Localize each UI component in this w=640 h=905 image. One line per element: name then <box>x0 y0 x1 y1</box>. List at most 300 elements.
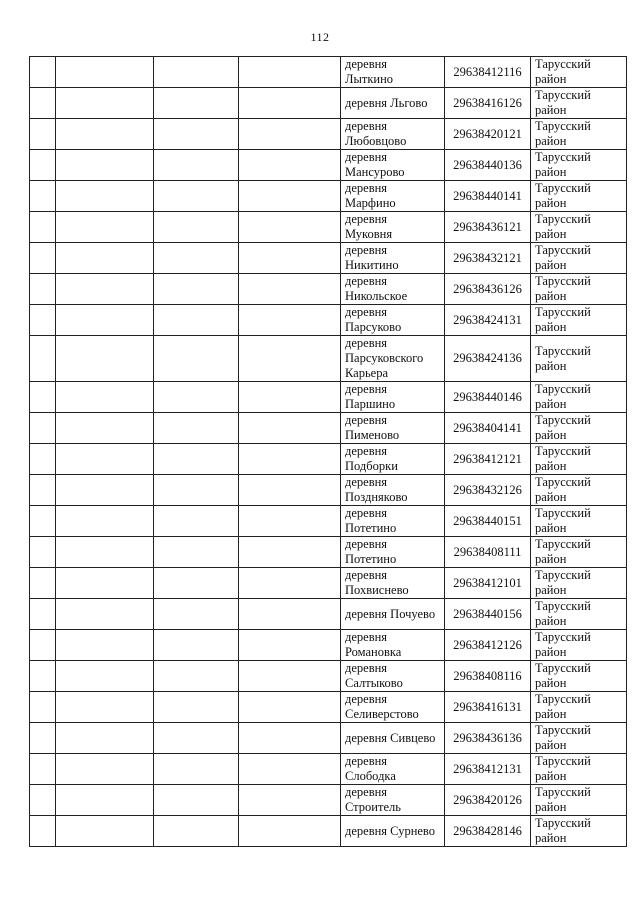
empty-cell <box>154 119 239 150</box>
empty-cell <box>239 382 341 413</box>
district-cell <box>531 150 627 181</box>
empty-cell <box>154 305 239 336</box>
table-row <box>30 150 627 181</box>
district-cell <box>531 506 627 537</box>
empty-cell <box>239 816 341 847</box>
empty-cell <box>56 723 154 754</box>
district-suffix: район <box>535 358 567 373</box>
oktmo-code: 29638440146 <box>445 382 531 413</box>
empty-cell <box>56 336 154 382</box>
district-suffix: район <box>535 800 567 814</box>
empty-cell <box>239 661 341 692</box>
table-row <box>30 212 627 243</box>
table-row <box>30 57 627 88</box>
empty-cell <box>239 119 341 150</box>
district-name: Тарусский <box>535 506 591 520</box>
settlement-name: Пименово <box>345 428 400 442</box>
empty-cell <box>154 57 239 88</box>
empty-cell <box>30 274 56 305</box>
table-body <box>30 57 627 847</box>
district-suffix: район <box>535 738 567 752</box>
empty-cell <box>56 181 154 212</box>
settlement-cell <box>341 506 445 537</box>
empty-cell <box>56 599 154 630</box>
district-cell <box>531 816 627 847</box>
district-suffix: район <box>535 289 567 303</box>
table-row <box>30 382 627 413</box>
settlement-cell <box>341 243 445 274</box>
district-suffix: район <box>535 831 567 845</box>
district-cell <box>531 630 627 661</box>
empty-cell <box>30 816 56 847</box>
empty-cell <box>30 413 56 444</box>
empty-cell <box>56 785 154 816</box>
oktmo-code: 29638440151 <box>445 506 531 537</box>
empty-cell <box>56 537 154 568</box>
oktmo-code: 29638436136 <box>445 723 531 754</box>
empty-cell <box>154 150 239 181</box>
empty-cell <box>239 785 341 816</box>
district-name: Тарусский <box>535 243 591 257</box>
district-name: Тарусский <box>535 816 591 830</box>
district-name: Тарусский <box>535 274 591 288</box>
district-suffix: район <box>535 196 567 210</box>
settlement-cell <box>341 785 445 816</box>
district-name: Тарусский <box>535 88 591 102</box>
oktmo-code: 29638412101 <box>445 568 531 599</box>
settlement-name: Никольское <box>345 289 408 303</box>
settlement-name: Никитино <box>345 258 399 272</box>
district-name: Тарусский <box>535 150 591 164</box>
empty-cell <box>239 181 341 212</box>
table-row <box>30 119 627 150</box>
oktmo-code: 29638416131 <box>445 692 531 723</box>
district-suffix: район <box>535 614 567 628</box>
district-cell <box>531 413 627 444</box>
empty-cell <box>239 212 341 243</box>
settlement-type: деревня <box>345 785 388 799</box>
district-name: Тарусский <box>535 754 591 768</box>
district-name: Тарусский <box>535 413 591 427</box>
empty-cell <box>154 243 239 274</box>
district-name: Тарусский <box>535 723 591 737</box>
empty-cell <box>239 305 341 336</box>
settlement-name: Любовцово <box>345 134 407 148</box>
table-row <box>30 661 627 692</box>
settlement-type: деревня <box>345 150 388 164</box>
district-cell <box>531 382 627 413</box>
page-number: 112 <box>310 30 330 44</box>
settlement-name: Марфино <box>345 196 396 210</box>
settlement-name: Парсуково <box>345 320 402 334</box>
table-row <box>30 506 627 537</box>
empty-cell <box>56 413 154 444</box>
empty-cell <box>154 692 239 723</box>
empty-cell <box>56 661 154 692</box>
settlement-cell <box>341 57 445 88</box>
empty-cell <box>56 692 154 723</box>
empty-cell <box>239 723 341 754</box>
empty-cell <box>239 336 341 382</box>
empty-cell <box>30 150 56 181</box>
table-row <box>30 692 627 723</box>
table-row <box>30 274 627 305</box>
district-name: Тарусский <box>535 343 591 358</box>
district-name: Тарусский <box>535 305 591 319</box>
table-row <box>30 444 627 475</box>
empty-cell <box>56 754 154 785</box>
district-suffix: район <box>535 459 567 473</box>
settlement-type: деревня <box>345 212 388 226</box>
empty-cell <box>56 150 154 181</box>
empty-cell <box>154 816 239 847</box>
empty-cell <box>30 537 56 568</box>
settlement-cell <box>341 816 445 847</box>
district-cell <box>531 336 627 382</box>
empty-cell <box>30 181 56 212</box>
district-cell <box>531 243 627 274</box>
district-name: Тарусский <box>535 568 591 582</box>
empty-cell <box>30 754 56 785</box>
empty-cell <box>30 785 56 816</box>
district-name: Тарусский <box>535 181 591 195</box>
table-row <box>30 336 627 382</box>
table-row <box>30 181 627 212</box>
settlement-cell <box>341 88 445 119</box>
oktmo-code: 29638412121 <box>445 444 531 475</box>
district-suffix: район <box>535 134 567 148</box>
oktmo-code: 29638420126 <box>445 785 531 816</box>
empty-cell <box>30 57 56 88</box>
district-name: Тарусский <box>535 119 591 133</box>
settlement-cell <box>341 413 445 444</box>
empty-cell <box>239 57 341 88</box>
settlement-cell <box>341 444 445 475</box>
table-row <box>30 88 627 119</box>
district-name: Тарусский <box>535 444 591 458</box>
table-row <box>30 630 627 661</box>
settlement-type: деревня <box>345 754 388 768</box>
district-cell <box>531 785 627 816</box>
settlement-cell <box>341 723 445 754</box>
settlement-name: Строитель <box>345 800 401 814</box>
empty-cell <box>239 243 341 274</box>
empty-cell <box>239 599 341 630</box>
district-suffix: район <box>535 769 567 783</box>
settlement-type: деревня Сивцево <box>345 730 436 745</box>
settlement-type: деревня <box>345 413 388 427</box>
settlement-name: Салтыково <box>345 676 403 690</box>
settlement-type: деревня <box>345 475 388 489</box>
settlement-name: Мансурово <box>345 165 405 179</box>
empty-cell <box>239 475 341 506</box>
empty-cell <box>56 506 154 537</box>
oktmo-code: 29638424136 <box>445 336 531 382</box>
oktmo-code: 29638436121 <box>445 212 531 243</box>
empty-cell <box>30 212 56 243</box>
settlement-name-continued: Карьера <box>345 366 389 380</box>
settlement-type: деревня <box>345 506 388 520</box>
oktmo-code: 29638440136 <box>445 150 531 181</box>
oktmo-code: 29638424131 <box>445 305 531 336</box>
empty-cell <box>56 119 154 150</box>
settlement-type: деревня <box>345 444 388 458</box>
empty-cell <box>154 506 239 537</box>
district-name: Тарусский <box>535 57 591 71</box>
empty-cell <box>239 506 341 537</box>
settlement-cell <box>341 382 445 413</box>
settlement-cell <box>341 336 445 382</box>
settlement-name: Селиверстово <box>345 707 419 721</box>
empty-cell <box>56 274 154 305</box>
settlement-type: деревня <box>345 274 388 288</box>
settlement-type: деревня <box>345 661 388 675</box>
district-cell <box>531 274 627 305</box>
district-name: Тарусский <box>535 599 591 613</box>
table-row <box>30 599 627 630</box>
empty-cell <box>56 568 154 599</box>
district-cell <box>531 537 627 568</box>
district-suffix: район <box>535 583 567 597</box>
empty-cell <box>239 692 341 723</box>
settlement-cell <box>341 568 445 599</box>
settlement-cell <box>341 212 445 243</box>
district-cell <box>531 57 627 88</box>
district-suffix: район <box>535 227 567 241</box>
oktmo-code: 29638412131 <box>445 754 531 785</box>
empty-cell <box>154 537 239 568</box>
settlement-name: Подборки <box>345 459 398 473</box>
settlement-name: Потетино <box>345 521 397 535</box>
empty-cell <box>30 692 56 723</box>
empty-cell <box>30 336 56 382</box>
district-suffix: район <box>535 103 567 117</box>
oktmo-code: 29638412116 <box>445 57 531 88</box>
district-suffix: район <box>535 72 567 86</box>
settlement-type: деревня <box>345 119 388 133</box>
settlement-type: деревня <box>345 336 388 350</box>
settlement-name: Поздняково <box>345 490 408 504</box>
oktmo-code: 29638428146 <box>445 816 531 847</box>
table-row <box>30 475 627 506</box>
district-suffix: район <box>535 521 567 535</box>
settlement-name: Романовка <box>345 645 402 659</box>
settlement-type: деревня <box>345 243 388 257</box>
empty-cell <box>239 537 341 568</box>
settlement-cell <box>341 599 445 630</box>
empty-cell <box>154 336 239 382</box>
empty-cell <box>56 444 154 475</box>
empty-cell <box>56 630 154 661</box>
settlement-type: деревня Сурнево <box>345 823 436 838</box>
oktmo-code: 29638432121 <box>445 243 531 274</box>
empty-cell <box>30 88 56 119</box>
table-row <box>30 568 627 599</box>
district-name: Тарусский <box>535 537 591 551</box>
district-name: Тарусский <box>535 692 591 706</box>
empty-cell <box>30 475 56 506</box>
empty-cell <box>56 305 154 336</box>
empty-cell <box>30 599 56 630</box>
empty-cell <box>154 723 239 754</box>
empty-cell <box>30 119 56 150</box>
empty-cell <box>30 382 56 413</box>
settlement-name: Слободка <box>345 769 396 783</box>
settlement-cell <box>341 754 445 785</box>
empty-cell <box>154 212 239 243</box>
settlement-cell <box>341 537 445 568</box>
empty-cell <box>239 150 341 181</box>
table-row <box>30 754 627 785</box>
district-name: Тарусский <box>535 475 591 489</box>
empty-cell <box>30 243 56 274</box>
district-cell <box>531 212 627 243</box>
oktmo-code: 29638420121 <box>445 119 531 150</box>
settlement-name: Паршино <box>345 397 396 411</box>
settlement-type: деревня Почуево <box>345 606 436 621</box>
district-cell <box>531 661 627 692</box>
empty-cell <box>56 243 154 274</box>
district-cell <box>531 88 627 119</box>
empty-cell <box>56 57 154 88</box>
empty-cell <box>154 661 239 692</box>
empty-cell <box>30 506 56 537</box>
empty-cell <box>154 181 239 212</box>
settlement-type: деревня <box>345 537 388 551</box>
table-row <box>30 723 627 754</box>
settlement-type: деревня <box>345 568 388 582</box>
empty-cell <box>239 274 341 305</box>
oktmo-code: 29638436126 <box>445 274 531 305</box>
district-cell <box>531 475 627 506</box>
oktmo-code: 29638408111 <box>445 537 531 568</box>
district-cell <box>531 181 627 212</box>
settlement-name: Лыткино <box>345 72 394 86</box>
settlement-type: деревня <box>345 181 388 195</box>
settlement-name: Похвиснево <box>345 583 409 597</box>
empty-cell <box>30 630 56 661</box>
empty-cell <box>30 661 56 692</box>
empty-cell <box>154 785 239 816</box>
settlement-cell <box>341 661 445 692</box>
district-name: Тарусский <box>535 382 591 396</box>
district-cell <box>531 754 627 785</box>
district-suffix: район <box>535 165 567 179</box>
settlement-cell <box>341 150 445 181</box>
empty-cell <box>154 274 239 305</box>
settlement-type: деревня <box>345 382 388 396</box>
empty-cell <box>56 212 154 243</box>
settlement-cell <box>341 630 445 661</box>
district-cell <box>531 119 627 150</box>
settlement-type: деревня <box>345 305 388 319</box>
empty-cell <box>30 723 56 754</box>
empty-cell <box>239 88 341 119</box>
oktmo-code: 29638440156 <box>445 599 531 630</box>
empty-cell <box>239 630 341 661</box>
oktmo-code: 29638416126 <box>445 88 531 119</box>
settlement-name: Муковня <box>345 227 393 241</box>
settlement-type: деревня <box>345 57 388 71</box>
empty-cell <box>56 382 154 413</box>
empty-cell <box>239 413 341 444</box>
district-suffix: район <box>535 676 567 690</box>
table-row <box>30 305 627 336</box>
district-cell <box>531 568 627 599</box>
table-row <box>30 785 627 816</box>
empty-cell <box>154 88 239 119</box>
settlement-type: деревня Льгово <box>345 95 428 110</box>
oktmo-code: 29638432126 <box>445 475 531 506</box>
settlement-type: деревня <box>345 630 388 644</box>
empty-cell <box>154 475 239 506</box>
table-row <box>30 537 627 568</box>
oktmo-code: 29638404141 <box>445 413 531 444</box>
empty-cell <box>56 816 154 847</box>
settlement-name: Потетино <box>345 552 397 566</box>
settlement-cell <box>341 181 445 212</box>
settlement-type: деревня <box>345 692 388 706</box>
table-row <box>30 413 627 444</box>
district-name: Тарусский <box>535 630 591 644</box>
district-cell <box>531 444 627 475</box>
district-suffix: район <box>535 645 567 659</box>
empty-cell <box>154 568 239 599</box>
empty-cell <box>239 568 341 599</box>
empty-cell <box>154 754 239 785</box>
district-cell <box>531 599 627 630</box>
empty-cell <box>30 444 56 475</box>
empty-cell <box>154 599 239 630</box>
oktmo-code: 29638408116 <box>445 661 531 692</box>
empty-cell <box>154 382 239 413</box>
district-name: Тарусский <box>535 785 591 799</box>
table-row <box>30 243 627 274</box>
empty-cell <box>154 630 239 661</box>
district-suffix: район <box>535 707 567 721</box>
settlement-name: Парсуковского <box>345 351 424 365</box>
table-row <box>30 816 627 847</box>
settlement-cell <box>341 475 445 506</box>
district-cell <box>531 692 627 723</box>
empty-cell <box>154 444 239 475</box>
district-suffix: район <box>535 258 567 272</box>
empty-cell <box>30 568 56 599</box>
oktmo-code: 29638412126 <box>445 630 531 661</box>
district-suffix: район <box>535 552 567 566</box>
district-name: Тарусский <box>535 661 591 675</box>
settlement-cell <box>341 305 445 336</box>
district-name: Тарусский <box>535 212 591 226</box>
empty-cell <box>239 444 341 475</box>
empty-cell <box>154 413 239 444</box>
district-suffix: район <box>535 428 567 442</box>
oktmo-code: 29638440141 <box>445 181 531 212</box>
settlement-cell <box>341 692 445 723</box>
empty-cell <box>239 754 341 785</box>
empty-cell <box>56 475 154 506</box>
settlement-table <box>29 56 627 847</box>
settlement-cell <box>341 274 445 305</box>
settlement-cell <box>341 119 445 150</box>
district-cell <box>531 723 627 754</box>
district-suffix: район <box>535 397 567 411</box>
empty-cell <box>30 305 56 336</box>
district-suffix: район <box>535 320 567 334</box>
district-suffix: район <box>535 490 567 504</box>
district-cell <box>531 305 627 336</box>
empty-cell <box>56 88 154 119</box>
